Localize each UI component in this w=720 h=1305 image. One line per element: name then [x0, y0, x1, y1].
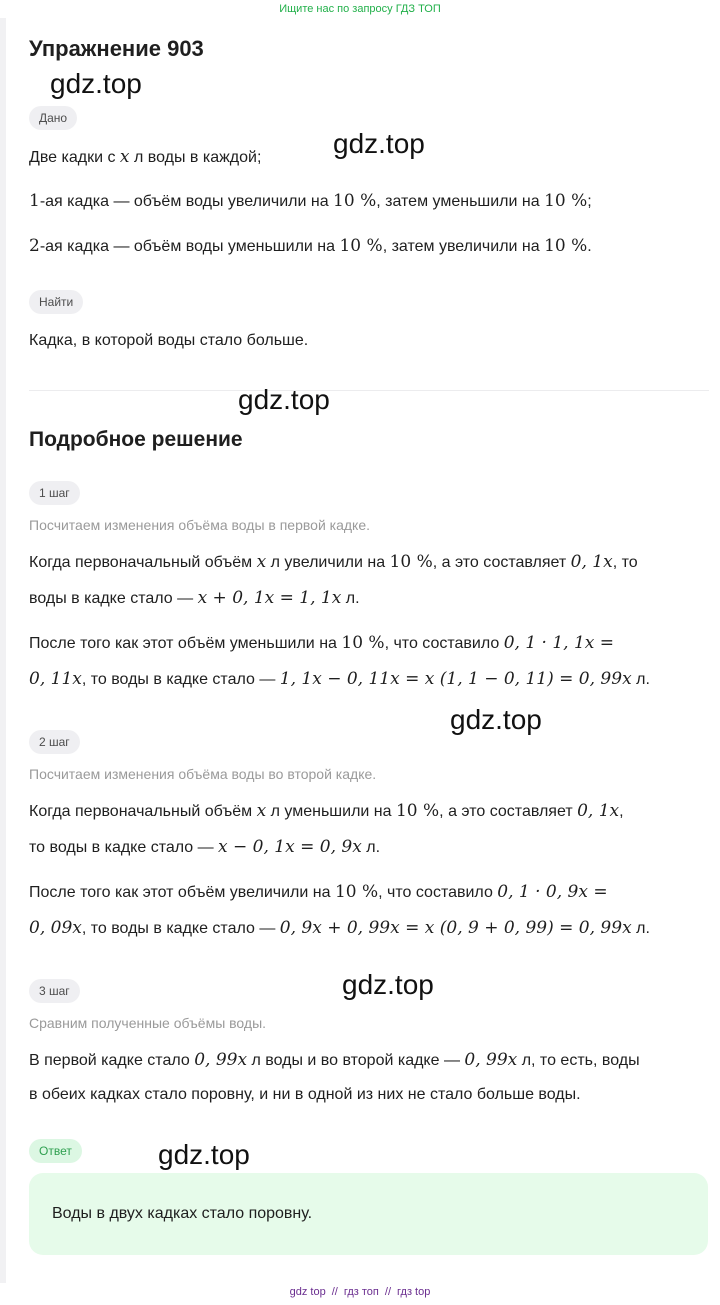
watermark: gdz.top: [342, 969, 434, 1000]
text: , то воды в кадке стало —: [81, 920, 280, 937]
step-1-hint: Посчитаем изменения объёма воды в первой кадке.: [29, 517, 370, 533]
step-1-p1-line1: [29, 552, 719, 572]
math: 0, 09x: [29, 918, 82, 938]
watermark: gdz.top: [158, 1139, 250, 1170]
text: л.: [631, 671, 650, 688]
watermark: gdz.top: [450, 704, 542, 735]
text: , а это составляет: [432, 554, 571, 571]
watermark: gdz.top: [333, 128, 425, 159]
footer-link-2[interactable]: гдз топ: [343, 1286, 379, 1298]
given-line-3: [29, 236, 719, 256]
text: л.: [361, 839, 381, 856]
given-line-2: [29, 191, 719, 211]
watermark: gdz.top: [50, 68, 142, 99]
text: л.: [341, 590, 360, 607]
math: x: [119, 147, 130, 167]
math: 10 %: [395, 801, 440, 821]
find-text: Кадка, в которой воды стало больше.: [29, 332, 309, 349]
text: После того как этот объём увеличили на: [29, 884, 335, 901]
math: x: [256, 552, 267, 572]
math: 0, 1 · 0, 9x =: [497, 882, 608, 902]
step-3-p1-line1: [29, 1050, 719, 1070]
footer-separator: //: [331, 1286, 338, 1298]
divider: [29, 390, 709, 391]
text: , то: [612, 554, 638, 571]
text: , а это составляет: [439, 803, 578, 820]
step-2-p1-line1: [29, 801, 719, 821]
text: , затем увеличили на: [382, 238, 545, 255]
math: 0, 1 · 1, 1x =: [503, 633, 615, 653]
step-1-p2-line2: [29, 669, 719, 689]
math: 10 %: [333, 191, 377, 211]
step-1-p2-line1: [29, 633, 719, 653]
math: 0, 1x: [570, 552, 613, 572]
answer-chip: Ответ: [29, 1139, 82, 1163]
step-2-p2-line2: [29, 918, 719, 938]
math: 0, 99x: [194, 1050, 248, 1070]
math: x: [256, 801, 267, 821]
math: x − 0, 1x = 0, 9x: [218, 837, 362, 857]
math: 0, 11x: [29, 669, 82, 689]
math: 2: [29, 236, 40, 256]
text: ,: [619, 803, 624, 820]
math: 1: [29, 191, 40, 211]
math: 10 %: [389, 552, 433, 572]
step-2-p1-line2: [29, 837, 719, 857]
given-chip: Дано: [29, 106, 77, 130]
math: 10 %: [544, 191, 588, 211]
math: 0, 99x: [464, 1050, 518, 1070]
step-1-chip: 1 шаг: [29, 481, 80, 505]
text: воды в кадке стало —: [29, 590, 198, 607]
side-strip: [0, 18, 6, 1283]
text: , затем уменьшили на: [376, 193, 545, 210]
math: x + 0, 1x = 1, 1x: [197, 588, 342, 608]
step-2-hint: Посчитаем изменения объёма воды во второй кадке.: [29, 766, 377, 782]
step-3-p1-line2: в обеих кадках стало поровну, и ни в одной из них не стало больше воды.: [29, 1086, 581, 1103]
text: л уменьшили на: [266, 803, 396, 820]
answer-text: Воды в двух кадках стало поровну.: [52, 1205, 313, 1222]
step-2-chip: 2 шаг: [29, 730, 80, 754]
text: Когда первоначальный объём: [29, 803, 257, 820]
math: 10 %: [334, 882, 379, 902]
text: -ая кадка — объём воды уменьшили на: [39, 238, 340, 255]
text: Когда первоначальный объём: [29, 554, 257, 571]
step-2-p2-line1: [29, 882, 719, 902]
text: , что составило: [378, 884, 498, 901]
math: 10 %: [544, 236, 588, 256]
math: 0, 1x: [577, 801, 620, 821]
footer: [0, 1286, 720, 1298]
text: ;: [587, 193, 592, 210]
step-1-p1-line2: [29, 588, 719, 608]
text: Две кадки с: [29, 149, 120, 166]
answer-box: [29, 1173, 708, 1255]
text: , что составило: [384, 635, 504, 652]
text: л воды и во второй кадке —: [247, 1052, 465, 1069]
text: л.: [631, 920, 650, 937]
text: то воды в кадке стало —: [29, 839, 219, 856]
top-banner[interactable]: Ищите нас по запросу ГДЗ ТОП: [279, 3, 441, 15]
text: -ая кадка — объём воды увеличили на: [39, 193, 334, 210]
page-title: Упражнение 903: [29, 36, 204, 61]
step-3-hint: Сравним полученные объёмы воды.: [29, 1015, 267, 1031]
footer-link-1[interactable]: gdz top: [289, 1286, 326, 1298]
text: , то воды в кадке стало —: [81, 671, 280, 688]
text: л увеличили на: [266, 554, 390, 571]
watermark: gdz.top: [238, 384, 330, 415]
math: 1, 1x − 0, 11x = x (1, 1 − 0, 11) = 0, 99x: [279, 669, 632, 689]
text: л воды в каждой;: [129, 149, 262, 166]
footer-link-3[interactable]: гдз top: [397, 1286, 431, 1298]
math: 10 %: [341, 633, 385, 653]
find-chip: Найти: [29, 290, 83, 314]
math: 0, 9x + 0, 99x = x (0, 9 + 0, 99) = 0, 99x: [279, 918, 632, 938]
text: .: [587, 238, 592, 255]
math: 10 %: [339, 236, 383, 256]
footer-separator: //: [384, 1286, 392, 1298]
solution-title: Подробное решение: [29, 428, 243, 451]
step-3-chip: 3 шаг: [29, 979, 80, 1003]
text: л, то есть, воды: [517, 1052, 640, 1069]
text: После того как этот объём уменьшили на: [29, 635, 342, 652]
text: В первой кадке стало: [29, 1052, 195, 1069]
